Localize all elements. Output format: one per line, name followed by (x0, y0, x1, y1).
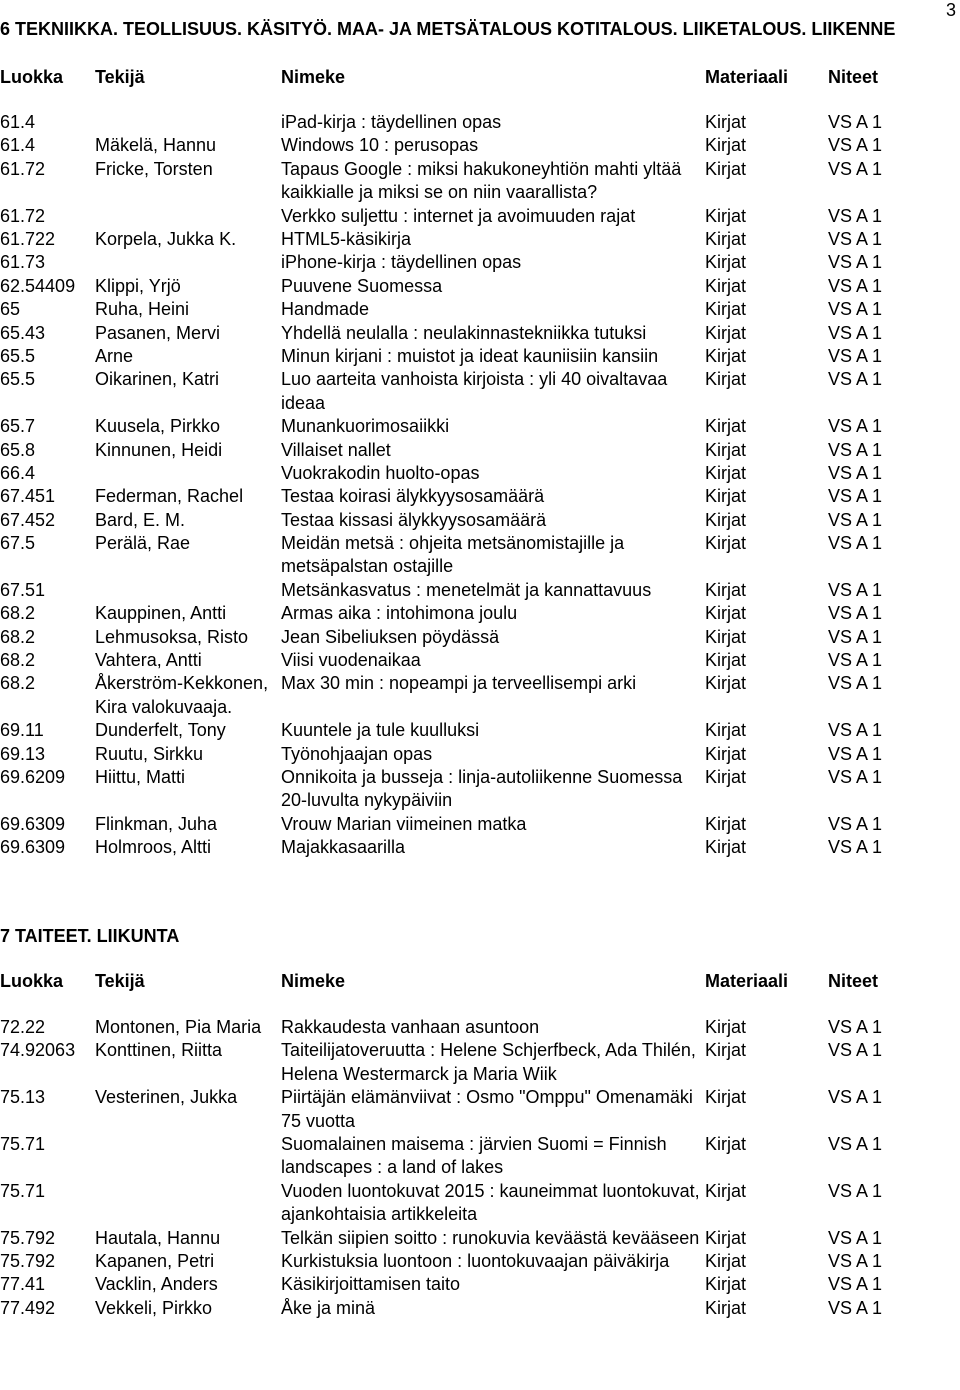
cell-niteet: VS A 1 (828, 650, 883, 671)
cell-materiaali: Kirjat (705, 275, 747, 296)
cell-nimeke: Verkko suljettu : internet ja avoimuuden rajat (281, 205, 636, 226)
cell-tekija: Federman, Rachel (95, 486, 244, 507)
cell-luokka: 68.2 (0, 673, 36, 694)
cell-niteet: VS A 1 (828, 1297, 883, 1318)
cell-luokka: 69.6209 (0, 767, 66, 787)
book-list-7 (0, 1016, 960, 1320)
cell-tekija: Vekkeli, Pirkko (95, 1297, 213, 1318)
cell-nimeke: Taiteilijatoveruutta : Helene Schjerfbeck, Ada Thilén, Helena Westermarck ja Maria Wiik (281, 1040, 696, 1084)
header-luokka: Luokka (0, 971, 64, 991)
header-materiaali: Materiaali (705, 971, 789, 991)
cell-luokka: 66.4 (0, 462, 36, 483)
cell-tekija: Vacklin, Anders (95, 1274, 218, 1295)
cell-luokka: 75.71 (0, 1180, 46, 1201)
cell-luokka: 69.6309 (0, 813, 66, 834)
cell-tekija: Hiittu, Matti (95, 767, 186, 787)
cell-materiaali: Kirjat (705, 720, 747, 741)
cell-nimeke: Metsänkasvatus : menetelmät ja kannattavuus (281, 579, 652, 600)
cell-materiaali: Kirjat (705, 252, 747, 273)
cell-luokka: 67.5 (0, 533, 36, 554)
table-row (0, 345, 960, 368)
cell-tekija: Mäkelä, Hannu (95, 135, 217, 156)
table-row (0, 1180, 960, 1227)
cell-niteet: VS A 1 (828, 673, 883, 694)
cell-niteet: VS A 1 (828, 1040, 883, 1061)
table-row (0, 1297, 960, 1320)
cell-nimeke: Suomalainen maisema : järvien Suomi = Finnish landscapes : a land of lakes (281, 1133, 667, 1178)
cell-nimeke: Munankuorimosaiikki (281, 416, 450, 437)
cell-materiaali: Kirjat (705, 1227, 747, 1248)
cell-tekija: Korpela, Jukka K. (95, 228, 237, 249)
column-header-7 (0, 970, 960, 993)
cell-niteet: VS A 1 (828, 1227, 883, 1248)
cell-niteet: VS A 1 (828, 1180, 883, 1201)
cell-nimeke: Minun kirjani : muistot ja ideat kauniisiin kansiin (281, 345, 659, 366)
cell-niteet: VS A 1 (828, 275, 883, 296)
header-materiaali: Materiaali (705, 67, 789, 87)
table-row (0, 368, 960, 415)
cell-nimeke: Jean Sibeliuksen pöydässä (281, 626, 500, 647)
cell-materiaali: Kirjat (705, 603, 747, 624)
cell-niteet: VS A 1 (828, 252, 883, 273)
cell-niteet: VS A 1 (828, 813, 883, 834)
page-number: 3 (945, 0, 956, 20)
cell-tekija: Lehmusoksa, Risto (95, 626, 249, 647)
header-nimeke: Nimeke (281, 971, 346, 991)
cell-materiaali: Kirjat (705, 486, 747, 507)
cell-nimeke: Luo aarteita vanhoista kirjoista : yli 40 oivaltavaa ideaa (281, 369, 668, 413)
cell-luokka: 65.5 (0, 369, 36, 390)
header-niteet: Niteet (828, 67, 879, 87)
cell-niteet: VS A 1 (828, 767, 883, 787)
table-row (0, 1133, 960, 1180)
cell-luokka: 65.7 (0, 416, 36, 437)
table-row (0, 1250, 960, 1273)
cell-materiaali: Kirjat (705, 135, 747, 156)
cell-nimeke: Vuoden luontokuvat 2015 : kauneimmat luontokuvat, ajankohtaisia artikkeleita (281, 1180, 700, 1225)
table-row (0, 134, 960, 157)
cell-tekija: Flinkman, Juha (95, 813, 218, 834)
cell-nimeke: Rakkaudesta vanhaan asuntoon (281, 1017, 540, 1037)
cell-materiaali: Kirjat (705, 299, 747, 320)
header-tekija: Tekijä (95, 971, 145, 991)
table-row (0, 158, 960, 205)
cell-tekija: Konttinen, Riitta (95, 1040, 223, 1061)
cell-nimeke: Åke ja minä (281, 1297, 376, 1318)
cell-materiaali: Kirjat (705, 462, 747, 483)
table-row (0, 719, 960, 742)
cell-luokka: 61.4 (0, 112, 36, 132)
cell-tekija: Kauppinen, Antti (95, 603, 227, 624)
cell-nimeke: Testaa kissasi älykkyysosamäärä (281, 509, 547, 530)
table-row (0, 672, 960, 719)
cell-luokka: 75.792 (0, 1250, 56, 1271)
cell-materiaali: Kirjat (705, 345, 747, 366)
cell-materiaali: Kirjat (705, 813, 747, 834)
cell-tekija: Klippi, Yrjö (95, 275, 181, 296)
cell-niteet: VS A 1 (828, 1087, 883, 1108)
cell-nimeke: Vrouw Marian viimeinen matka (281, 813, 527, 834)
cell-luokka: 67.451 (0, 486, 56, 507)
cell-nimeke: Handmade (281, 299, 370, 320)
table-row (0, 813, 960, 836)
table-row (0, 649, 960, 672)
cell-niteet: VS A 1 (828, 837, 883, 858)
cell-materiaali: Kirjat (705, 322, 747, 343)
table-row (0, 228, 960, 251)
cell-tekija: Kapanen, Petri (95, 1250, 215, 1271)
cell-materiaali: Kirjat (705, 1274, 747, 1295)
cell-luokka: 69.11 (0, 720, 44, 741)
cell-luokka: 74.92063 (0, 1040, 76, 1061)
table-row (0, 415, 960, 438)
cell-niteet: VS A 1 (828, 1017, 883, 1037)
book-list-6 (0, 111, 960, 860)
cell-luokka: 77.492 (0, 1297, 56, 1318)
table-row (0, 1227, 960, 1250)
header-nimeke: Nimeke (281, 67, 346, 87)
header-tekija: Tekijä (95, 67, 145, 87)
cell-niteet: VS A 1 (828, 626, 883, 647)
cell-niteet: VS A 1 (828, 369, 883, 390)
cell-nimeke: HTML5-käsikirja (281, 228, 412, 249)
cell-materiaali: Kirjat (705, 1297, 747, 1318)
cell-luokka: 77.41 (0, 1274, 46, 1295)
cell-luokka: 72.22 (0, 1017, 46, 1037)
cell-niteet: VS A 1 (828, 416, 883, 437)
cell-luokka: 75.71 (0, 1133, 46, 1154)
cell-niteet: VS A 1 (828, 205, 883, 226)
cell-tekija: Perälä, Rae (95, 533, 191, 554)
cell-niteet: VS A 1 (828, 345, 883, 366)
cell-materiaali: Kirjat (705, 228, 747, 249)
cell-niteet: VS A 1 (828, 462, 883, 483)
cell-materiaali: Kirjat (705, 673, 747, 694)
cell-materiaali: Kirjat (705, 1087, 747, 1108)
cell-tekija: Ruutu, Sirkku (95, 743, 204, 764)
table-row (0, 602, 960, 625)
cell-nimeke: Windows 10 : perusopas (281, 135, 479, 156)
cell-tekija: Dunderfelt, Tony (95, 720, 226, 741)
table-row (0, 766, 960, 813)
cell-materiaali: Kirjat (705, 1017, 747, 1037)
table-row (0, 298, 960, 321)
table-row (0, 275, 960, 298)
cell-luokka: 65.5 (0, 345, 36, 366)
table-row (0, 439, 960, 462)
cell-niteet: VS A 1 (828, 112, 883, 132)
cell-tekija: Åkerström-Kekkonen, Kira valokuvaaja. (95, 673, 269, 717)
table-row (0, 743, 960, 766)
cell-tekija: Montonen, Pia Maria (95, 1017, 262, 1037)
cell-niteet: VS A 1 (828, 439, 883, 460)
cell-niteet: VS A 1 (828, 158, 883, 179)
cell-niteet: VS A 1 (828, 509, 883, 530)
cell-materiaali: Kirjat (705, 439, 747, 460)
cell-luokka: 69.13 (0, 743, 46, 764)
cell-luokka: 69.6309 (0, 837, 66, 858)
cell-nimeke: Yhdellä neulalla : neulakinnastekniikka tutuksi (281, 322, 647, 343)
cell-niteet: VS A 1 (828, 135, 883, 156)
cell-nimeke: Majakkasaarilla (281, 837, 406, 858)
cell-luokka: 61.4 (0, 135, 36, 156)
cell-nimeke: Armas aika : intohimona joulu (281, 603, 518, 624)
table-row (0, 1273, 960, 1296)
cell-nimeke: Kuuntele ja tule kuulluksi (281, 720, 480, 741)
table-row (0, 462, 960, 485)
cell-tekija: Bard, E. M. (95, 509, 186, 530)
cell-luokka: 68.2 (0, 626, 36, 647)
cell-tekija: Pasanen, Mervi (95, 322, 221, 343)
cell-nimeke: Meidän metsä : ohjeita metsänomistajille ja metsäpalstan ostajille (281, 533, 625, 577)
cell-luokka: 65.8 (0, 439, 36, 460)
cell-luokka: 75.13 (0, 1087, 46, 1108)
cell-niteet: VS A 1 (828, 579, 883, 600)
cell-materiaali: Kirjat (705, 112, 747, 132)
cell-tekija: Oikarinen, Katri (95, 369, 220, 390)
cell-tekija: Vahtera, Antti (95, 650, 202, 671)
cell-materiaali: Kirjat (705, 509, 747, 530)
table-row (0, 322, 960, 345)
cell-nimeke: iPhone-kirja : täydellinen opas (281, 252, 522, 273)
cell-materiaali: Kirjat (705, 1040, 747, 1061)
column-header-6 (0, 66, 960, 89)
cell-materiaali: Kirjat (705, 533, 747, 554)
cell-materiaali: Kirjat (705, 416, 747, 437)
header-niteet: Niteet (828, 971, 879, 991)
table-row (0, 836, 960, 859)
cell-nimeke: Tapaus Google : miksi hakukoneyhtiön mahti yltää kaikkialle ja miksi se on niin vaarallista? (281, 158, 682, 203)
cell-niteet: VS A 1 (828, 299, 883, 320)
cell-niteet: VS A 1 (828, 322, 883, 343)
cell-nimeke: Työnohjaajan opas (281, 743, 433, 764)
cell-luokka: 67.452 (0, 509, 56, 530)
cell-niteet: VS A 1 (828, 1133, 883, 1154)
cell-materiaali: Kirjat (705, 1250, 747, 1271)
cell-luokka: 65.43 (0, 322, 46, 343)
cell-nimeke: Villaiset nallet (281, 439, 391, 460)
section-title-6: 6 TEKNIIKKA. TEOLLISUUS. KÄSITYÖ. MAA- JA METSÄTALOUS KOTITALOUS. LIIKETALOUS. LIIKENNE (0, 19, 896, 39)
cell-luokka: 62.54409 (0, 275, 76, 296)
cell-luokka: 67.51 (0, 579, 46, 600)
table-row (0, 111, 960, 134)
table-row (0, 1016, 960, 1039)
cell-niteet: VS A 1 (828, 533, 883, 554)
cell-tekija: Fricke, Torsten (95, 158, 213, 179)
cell-nimeke: Vuokrakodin huolto-opas (281, 462, 480, 483)
cell-materiaali: Kirjat (705, 650, 747, 671)
cell-niteet: VS A 1 (828, 1250, 883, 1271)
cell-tekija: Kinnunen, Heidi (95, 439, 223, 460)
cell-materiaali: Kirjat (705, 626, 747, 647)
cell-nimeke: Piirtäjän elämänviivat : Osmo "Omppu" Omenamäki 75 vuotta (281, 1087, 693, 1131)
cell-nimeke: Testaa koirasi älykkyysosamäärä (281, 486, 545, 507)
cell-tekija: Vesterinen, Jukka (95, 1087, 238, 1108)
cell-luokka: 65 (0, 299, 21, 320)
table-row (0, 626, 960, 649)
cell-nimeke: Kurkistuksia luontoon : luontokuvaajan päiväkirja (281, 1250, 670, 1271)
cell-tekija: Ruha, Heini (95, 299, 190, 320)
cell-nimeke: Telkän siipien soitto : runokuvia keväästä kevääseen (281, 1227, 700, 1248)
cell-niteet: VS A 1 (828, 486, 883, 507)
cell-nimeke: Puuvene Suomessa (281, 275, 443, 296)
cell-luokka: 61.722 (0, 228, 56, 249)
table-row (0, 532, 960, 579)
cell-nimeke: Käsikirjoittamisen taito (281, 1274, 461, 1295)
cell-luokka: 61.73 (0, 252, 46, 273)
table-row (0, 1039, 960, 1086)
cell-niteet: VS A 1 (828, 603, 883, 624)
header-luokka: Luokka (0, 67, 64, 87)
cell-niteet: VS A 1 (828, 720, 883, 741)
cell-niteet: VS A 1 (828, 228, 883, 249)
cell-tekija: Kuusela, Pirkko (95, 416, 221, 437)
cell-luokka: 61.72 (0, 158, 46, 179)
cell-nimeke: iPad-kirja : täydellinen opas (281, 112, 502, 132)
table-row (0, 251, 960, 274)
cell-materiaali: Kirjat (705, 837, 747, 858)
cell-materiaali: Kirjat (705, 205, 747, 226)
cell-tekija: Hautala, Hannu (95, 1227, 221, 1248)
cell-materiaali: Kirjat (705, 1133, 747, 1154)
cell-luokka: 61.72 (0, 205, 46, 226)
table-row (0, 1086, 960, 1133)
cell-materiaali: Kirjat (705, 1180, 747, 1201)
cell-tekija: Arne (95, 345, 134, 366)
section-title-7: 7 TAITEET. LIIKUNTA (0, 926, 180, 946)
table-row (0, 579, 960, 602)
cell-nimeke: Onnikoita ja busseja : linja-autoliikenne Suomessa 20-luvulta nykypäiviin (281, 767, 683, 811)
cell-niteet: VS A 1 (828, 1274, 883, 1295)
cell-materiaali: Kirjat (705, 767, 747, 787)
cell-luokka: 68.2 (0, 650, 36, 671)
cell-materiaali: Kirjat (705, 369, 747, 390)
table-row (0, 485, 960, 508)
cell-materiaali: Kirjat (705, 579, 747, 600)
cell-materiaali: Kirjat (705, 743, 747, 764)
cell-luokka: 75.792 (0, 1227, 56, 1248)
cell-nimeke: Viisi vuodenaikaa (281, 650, 421, 671)
table-row (0, 509, 960, 532)
cell-nimeke: Max 30 min : nopeampi ja terveellisempi arki (281, 673, 637, 694)
cell-luokka: 68.2 (0, 603, 36, 624)
table-row (0, 205, 960, 228)
cell-tekija: Holmroos, Altti (95, 837, 212, 858)
cell-niteet: VS A 1 (828, 743, 883, 764)
cell-materiaali: Kirjat (705, 158, 747, 179)
